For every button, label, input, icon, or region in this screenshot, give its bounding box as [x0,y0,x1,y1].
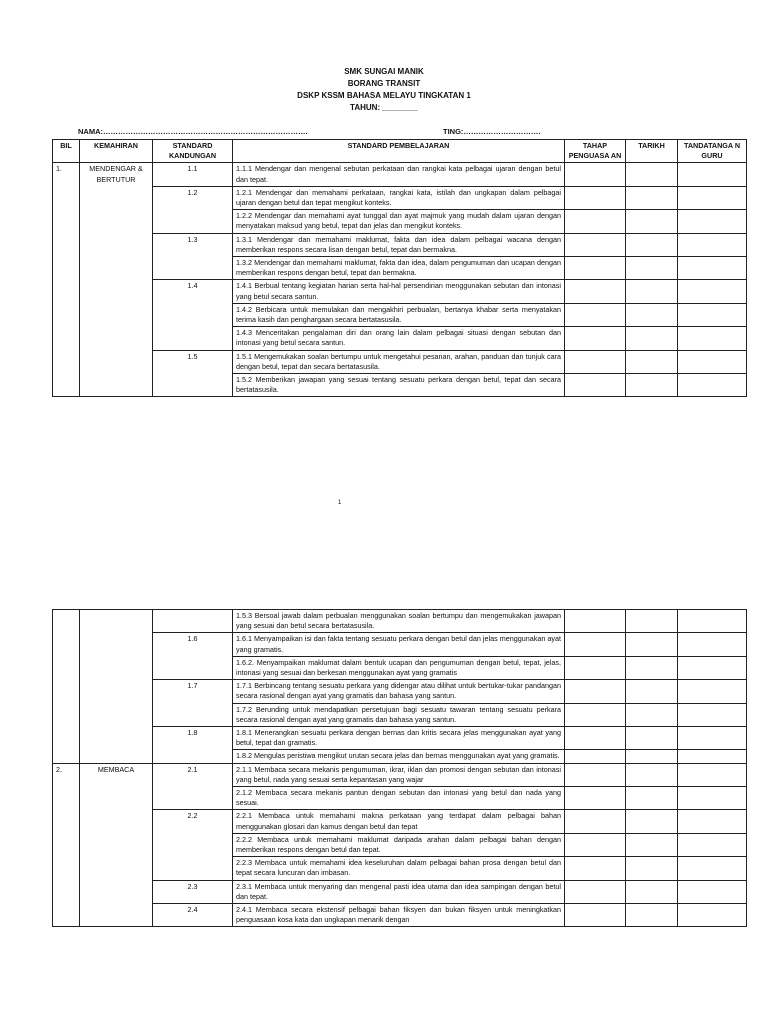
col-tandatangan-guru: TANDATANGA N GURU [678,140,747,163]
standard-pembelajaran-cell: 1.8.2 Mengulas peristiwa mengikut urutan secara jelas dan bernas menggunakan ayat yang gramatis. [233,750,565,763]
standard-pembelajaran-cell: 2.1.1 Membaca secara mekanis pengumuman, ikrar, iklan dan promosi dengan sebutan dan intonasi yang betul, nada yang sesuai serta kepantasan yang wajar [233,763,565,786]
tandatangan-cell [678,633,747,656]
tarikh-cell [626,703,678,726]
standard-kandungan-cell: 1.7 [153,680,233,727]
tarikh-cell [626,656,678,679]
tarikh-cell [626,233,678,256]
col-standard-pembelajaran: STANDARD PEMBELAJARAN [233,140,565,163]
tahap-penguasaan-cell [565,680,626,703]
tarikh-cell [626,350,678,373]
tandatangan-cell [678,680,747,703]
standard-pembelajaran-cell: 1.5.2 Memberikan jawapan yang sesuai tentang sesuatu perkara dengan betul, tepat dan secara bertatasusila. [233,374,565,397]
tahap-penguasaan-cell [565,163,626,186]
tandatangan-cell [678,210,747,233]
tahap-penguasaan-cell [565,904,626,927]
standard-kandungan-cell [153,610,233,633]
standard-pembelajaran-cell: 2.4.1 Membaca secara ekstensif pelbagai bahan fiksyen dan bukan fiksyen untuk meningkatkan penguasaan kosa kata dan ungkapan menarik dengan [233,904,565,927]
table-row [53,633,747,656]
standard-kandungan-cell: 1.5 [153,350,233,397]
standard-kandungan-cell: 2.1 [153,763,233,810]
tandatangan-cell [678,703,747,726]
tahap-penguasaan-cell [565,327,626,350]
table-row [53,280,747,303]
col-tarikh: TARIKH [626,140,678,163]
table-row [53,610,747,633]
tarikh-cell [626,750,678,763]
standard-pembelajaran-cell: 2.3.1 Membaca untuk menyaring dan mengenal pasti idea utama dan idea sampingan dengan betul dan tepat. [233,880,565,903]
standard-pembelajaran-cell: 1.4.3 Menceritakan pengalaman diri dan orang lain dalam pelbagai situasi dengan sebutan dan intonasi yang betul secara santun. [233,327,565,350]
standard-pembelajaran-cell: 1.4.1 Berbual tentang kegiatan harian serta hal-hal persendirian menggunakan sebutan dan intonasi yang betul secara santun. [233,280,565,303]
table-row [53,680,747,703]
standard-pembelajaran-cell: 2.2.2 Membaca untuk memahami maklumat daripada arahan dalam pelbagai bahan dengan memberikan respons dengan betul dan tepat. [233,833,565,856]
standard-kandungan-cell: 1.1 [153,163,233,186]
standard-pembelajaran-cell: 1.5.3 Bersoal jawab dalam perbualan menggunakan soalan bertumpu dan mengemukakan jawapan yang sesuai dan betul secara bertatasusila. [233,610,565,633]
tahap-penguasaan-cell [565,186,626,209]
page-number: 1 [338,500,342,506]
school-name: SMK SUNGAI MANIK [344,67,424,76]
tandatangan-cell [678,303,747,326]
standard-kandungan-cell: 2.4 [153,904,233,927]
tarikh-cell [626,787,678,810]
standard-kandungan-cell: 1.6 [153,633,233,680]
tarikh-cell [626,810,678,833]
standard-pembelajaran-cell: 1.6.1 Menyampaikan isi dan fakta tentang sesuatu perkara dengan betul dan jelas menggunakan ayat yang gramatis. [233,633,565,656]
year-field: TAHUN: ________ [350,103,418,112]
col-kemahiran: KEMAHIRAN [80,140,153,163]
tarikh-cell [626,857,678,880]
subject-title: DSKP KSSM BAHASA MELAYU TINGKATAN 1 [297,91,471,100]
table-row [53,763,747,786]
tandatangan-cell [678,880,747,903]
tarikh-cell [626,257,678,280]
tandatangan-cell [678,186,747,209]
tarikh-cell [626,880,678,903]
tarikh-cell [626,904,678,927]
tarikh-cell [626,210,678,233]
bil-cell: 1. [53,163,80,397]
tarikh-cell [626,163,678,186]
standard-kandungan-cell: 1.4 [153,280,233,350]
standard-pembelajaran-cell: 1.2.1 Mendengar dan memahami perkataan, rangkai kata, istilah dan ungkapan dalam pelbagai ujaran dengan betul dan tepat mengikut konteks. [233,186,565,209]
standard-pembelajaran-cell: 1.7.1 Berbincang tentang sesuatu perkara yang didengar atau dilihat untuk bertukar-tukar pandangan secara rasional dengan ayat yang gramatis dan bahasa yang santun. [233,680,565,703]
standard-pembelajaran-cell: 1.8.1 Menerangkan sesuatu perkara dengan bernas dan kritis secara jelas menggunakan ayat yang betul, tepat dan gramatis. [233,727,565,750]
standard-kandungan-cell: 1.3 [153,233,233,280]
form-level-field: TING:…………………………. [443,127,541,136]
tandatangan-cell [678,163,747,186]
kemahiran-cell [80,610,153,764]
col-standard-kandungan: STANDARD KANDUNGAN [153,140,233,163]
tarikh-cell [626,763,678,786]
tahap-penguasaan-cell [565,656,626,679]
standard-kandungan-cell: 2.2 [153,810,233,880]
col-bil: BIL [53,140,80,163]
tandatangan-cell [678,327,747,350]
standard-pembelajaran-cell: 1.7.2 Berunding untuk mendapatkan persetujuan bagi sesuatu tawaran tentang sesuatu perkara secara rasional dengan ayat yang gramatis dan bahasa yang santun. [233,703,565,726]
document-header [0,66,768,114]
standard-pembelajaran-cell: 1.2.2 Mendengar dan memahami ayat tunggal dan ayat majmuk yang mudah dalam ujaran dengan menyatakan maksud yang betul, tepat dan jelas dan mengikut konteks. [233,210,565,233]
form-title: BORANG TRANSIT [347,79,421,88]
table-row [53,163,747,186]
tahap-penguasaan-cell [565,787,626,810]
tarikh-cell [626,186,678,209]
table-row [53,810,747,833]
standard-kandungan-cell: 1.2 [153,186,233,233]
tahap-penguasaan-cell [565,703,626,726]
tandatangan-cell [678,656,747,679]
standard-pembelajaran-cell: 1.5.1 Mengemukakan soalan bertumpu untuk mengetahui pesanan, arahan, panduan dan tunjuk cara dengan betul, tepat dan secara bertatasusila. [233,350,565,373]
col-tahap-penguasaan: TAHAP PENGUASA AN [565,140,626,163]
standard-pembelajaran-cell: 1.3.2 Mendengar dan memahami maklumat, fakta dan idea, dalam pengumuman dan ucapan dengan memberikan respons dengan betul, tepat dan bermakna. [233,257,565,280]
tahap-penguasaan-cell [565,833,626,856]
standard-pembelajaran-cell: 2.1.2 Membaca secara mekanis pantun dengan sebutan dan intonasi yang betul dan nada yang sesuai. [233,787,565,810]
standard-pembelajaran-cell: 1.6.2. Menyampaikan maklumat dalam bentuk ucapan dan pengumuman dengan betul, tepat, jelas, intonasi yang sesuai dan berkesan menggunakan ayat yang gramatis [233,656,565,679]
tahap-penguasaan-cell [565,233,626,256]
name-field: NAMA:………………………………………………………………………. [78,127,308,136]
tahap-penguasaan-cell [565,374,626,397]
tarikh-cell [626,303,678,326]
tandatangan-cell [678,280,747,303]
tahap-penguasaan-cell [565,763,626,786]
transit-table-page-1 [52,139,747,397]
tarikh-cell [626,327,678,350]
tahap-penguasaan-cell [565,857,626,880]
tandatangan-cell [678,727,747,750]
tahap-penguasaan-cell [565,810,626,833]
standard-pembelajaran-cell: 1.1.1 Mendengar dan mengenal sebutan perkataan dan rangkai kata pelbagai ujaran dengan betul dan tepat. [233,163,565,186]
tahap-penguasaan-cell [565,257,626,280]
tandatangan-cell [678,787,747,810]
tahap-penguasaan-cell [565,750,626,763]
tarikh-cell [626,374,678,397]
student-fields [78,127,541,136]
tahap-penguasaan-cell [565,280,626,303]
tarikh-cell [626,280,678,303]
standard-kandungan-cell: 2.3 [153,880,233,903]
standard-pembelajaran-cell: 1.4.2 Berbicara untuk memulakan dan mengakhiri perbualan, bertanya khabar serta menyatakan terima kasih dan penghargaan secara bertatasusila. [233,303,565,326]
kemahiran-cell: MENDENGAR & BERTUTUR [80,163,153,397]
tandatangan-cell [678,233,747,256]
tahap-penguasaan-cell [565,303,626,326]
tandatangan-cell [678,610,747,633]
tandatangan-cell [678,810,747,833]
tahap-penguasaan-cell [565,350,626,373]
tahap-penguasaan-cell [565,610,626,633]
tahap-penguasaan-cell [565,880,626,903]
tandatangan-cell [678,763,747,786]
tandatangan-cell [678,833,747,856]
tarikh-cell [626,633,678,656]
tarikh-cell [626,610,678,633]
table-header-row [53,140,747,163]
transit-table-page-2 [52,609,747,927]
tandatangan-cell [678,857,747,880]
kemahiran-cell: MEMBACA [80,763,153,927]
standard-pembelajaran-cell: 2.2.1 Membaca untuk memahami makna perkataan yang terdapat dalam pelbagai bahan menggunakan glosari dan kamus dengan betul dan tepat [233,810,565,833]
tandatangan-cell [678,257,747,280]
tandatangan-cell [678,750,747,763]
tarikh-cell [626,680,678,703]
tarikh-cell [626,833,678,856]
standard-pembelajaran-cell: 2.2.3 Membaca untuk memahami idea keseluruhan dalam pelbagai bahan prosa dengan betul dan tepat secara luncuran dan imbasan. [233,857,565,880]
bil-cell [53,610,80,764]
tahap-penguasaan-cell [565,210,626,233]
table-row [53,186,747,209]
tahap-penguasaan-cell [565,633,626,656]
table-row [53,880,747,903]
table-row [53,350,747,373]
tandatangan-cell [678,904,747,927]
tahap-penguasaan-cell [565,727,626,750]
tandatangan-cell [678,350,747,373]
table-row [53,727,747,750]
tandatangan-cell [678,374,747,397]
table-row [53,233,747,256]
bil-cell: 2. [53,763,80,927]
standard-kandungan-cell: 1.8 [153,727,233,764]
tarikh-cell [626,727,678,750]
table-row [53,904,747,927]
standard-pembelajaran-cell: 1.3.1 Mendengar dan memahami maklumat, fakta dan idea dalam pelbagai wacana dengan memberikan respons secara lisan dengan betul, tepat dan bermakna. [233,233,565,256]
